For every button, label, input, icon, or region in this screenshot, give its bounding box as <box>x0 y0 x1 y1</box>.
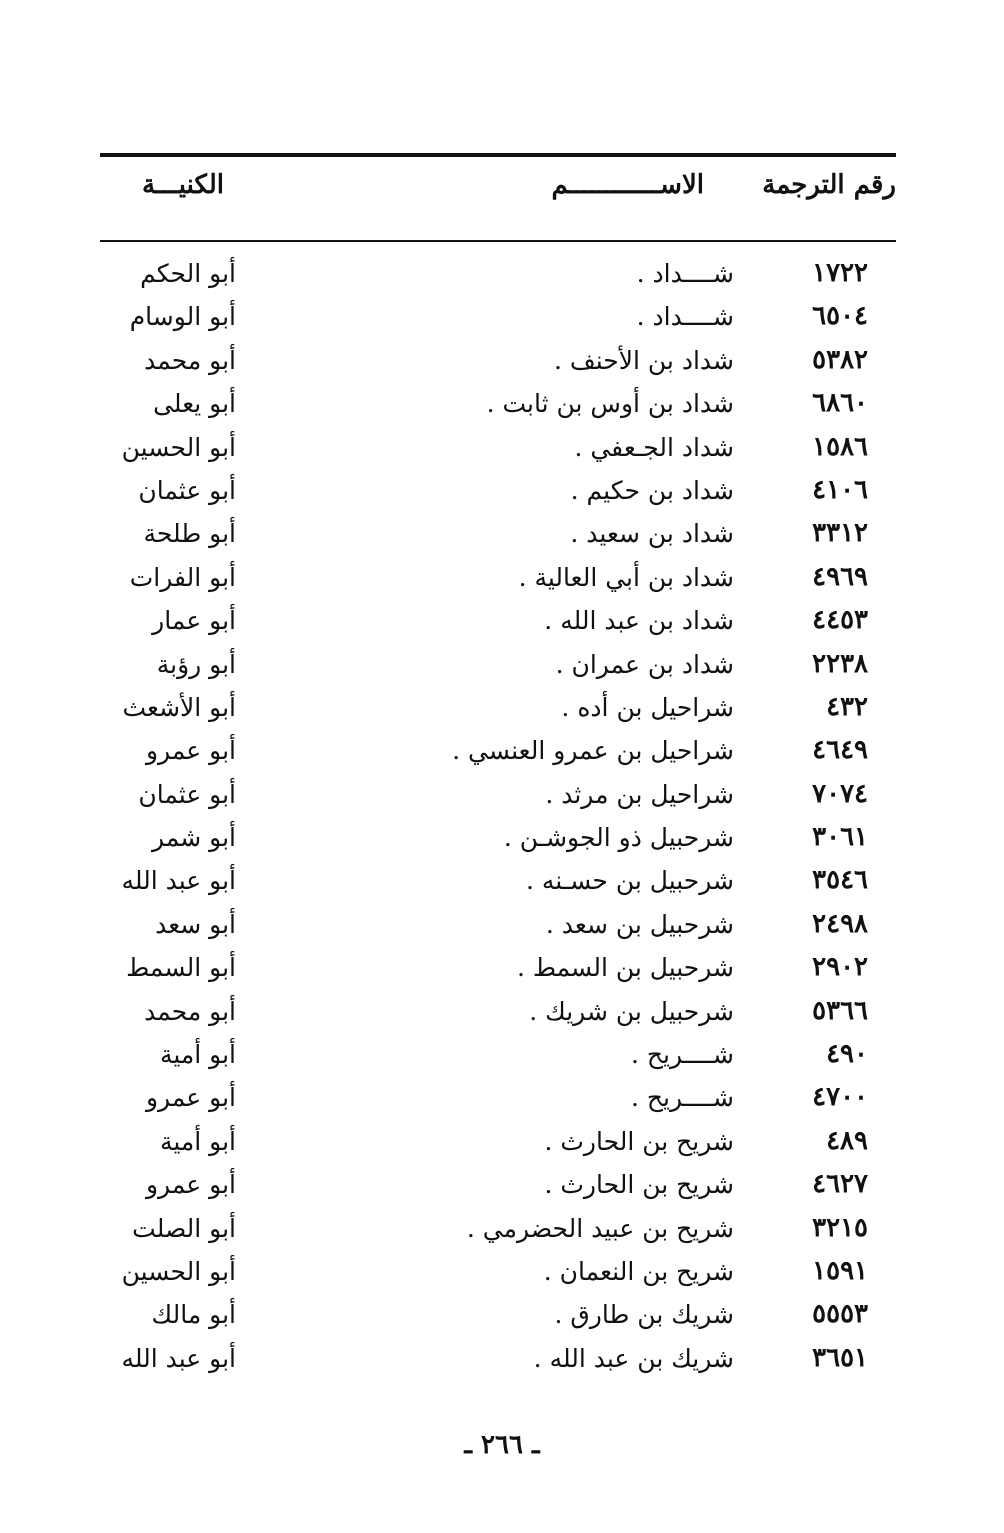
entry-name: شراحيل بن مرثد . <box>545 779 734 809</box>
entry-name: شداد بن أوس بن ثابت . <box>486 389 734 419</box>
entry-name: شداد بن سعيد . <box>570 519 734 549</box>
entry-name: شريح بن الحارث . <box>544 1170 734 1200</box>
entry-kunya: أبو الحسين <box>121 1256 236 1286</box>
table-row <box>0 686 1004 729</box>
entry-name: شريك بن عبد الله . <box>533 1343 734 1373</box>
entry-kunya: أبو عمرو <box>145 1170 236 1200</box>
entry-number: ١٥٨٦ <box>812 431 868 462</box>
entry-number: ٤٩٦٩ <box>812 561 868 592</box>
entry-kunya: أبو سعد <box>155 909 236 939</box>
entry-name: شرحبيل بن السمط . <box>516 953 734 983</box>
entry-name: شــــداد . <box>636 259 734 288</box>
entry-number: ٥٣٦٦ <box>812 995 868 1026</box>
table-row <box>0 946 1004 989</box>
entry-number: ٤٤٥٣ <box>812 605 868 636</box>
entry-name: شــــريح . <box>630 1083 734 1113</box>
entry-number: ٤٣٢ <box>826 691 868 722</box>
entry-number: ٤١٠٦ <box>812 474 868 505</box>
entry-number: ٤٦٢٧ <box>812 1169 868 1200</box>
entry-name: شريح بن عبيد الحضرمي . <box>466 1213 734 1243</box>
entry-number: ٤٨٩ <box>826 1125 868 1156</box>
entry-kunya: أبو عثمان <box>138 475 236 505</box>
header-kunya: الكنيـــة <box>142 170 224 200</box>
entry-kunya: أبو عبد الله <box>121 1343 236 1373</box>
table-row <box>0 816 1004 859</box>
entry-number: ٦٨٦٠ <box>812 388 868 419</box>
table-row <box>0 512 1004 555</box>
entries-table <box>0 252 1004 1380</box>
entry-name: شداد بن حكيم . <box>570 475 734 505</box>
entry-number: ٣٣١٢ <box>812 518 868 549</box>
table-row <box>0 382 1004 425</box>
entry-number: ٤٧٠٠ <box>812 1082 868 1113</box>
table-row <box>0 339 1004 382</box>
entry-name: شرحبيل بن شريك . <box>529 996 734 1026</box>
table-row <box>0 252 1004 295</box>
entry-kunya: أبو الحسين <box>121 432 236 462</box>
entry-number: ٣٦٥١ <box>812 1342 868 1373</box>
entry-kunya: أبو شمر <box>152 823 236 853</box>
entry-number: ٤٦٤٩ <box>812 735 868 766</box>
entry-number: ٤٩٠ <box>826 1039 868 1070</box>
entry-name: شداد بن عمران . <box>555 649 734 679</box>
table-row <box>0 1076 1004 1119</box>
table-row <box>0 469 1004 512</box>
entry-kunya: أبو مالك <box>151 1300 236 1330</box>
entry-kunya: أبو الفرات <box>129 562 236 592</box>
entry-name: شــــداد . <box>636 302 734 332</box>
entry-kunya: أبو الأشعث <box>122 692 236 722</box>
table-row <box>0 599 1004 642</box>
entry-kunya: أبو يعلى <box>153 389 236 419</box>
entry-number: ٧٠٧٤ <box>812 778 868 809</box>
table-row <box>0 1337 1004 1380</box>
entry-number: ٣٠٦١ <box>812 822 868 853</box>
entry-kunya: أبو الحكم <box>140 259 236 288</box>
table-row <box>0 1250 1004 1293</box>
entry-kunya: أبو محمد <box>144 996 236 1026</box>
table-row <box>0 1293 1004 1336</box>
entry-number: ٣٢١٥ <box>812 1212 868 1243</box>
entry-number: ٥٥٥٣ <box>812 1299 868 1330</box>
table-row <box>0 643 1004 686</box>
header-name: الاســــــــــــم <box>551 170 704 200</box>
entry-kunya: أبو عبد الله <box>121 866 236 896</box>
page-number: ـ ٢٦٦ ـ <box>464 1430 540 1460</box>
entry-number: ٢٩٠٢ <box>812 952 868 983</box>
entry-number: ١٧٢٢ <box>812 258 868 288</box>
entry-name: شرحبيل بن حسـنه . <box>525 866 734 896</box>
entry-kunya: أبو عثمان <box>138 779 236 809</box>
header-rule <box>100 240 896 242</box>
table-row <box>0 426 1004 469</box>
entry-name: شداد بن الأحنف . <box>553 345 734 375</box>
entry-name: شرحبيل بن سعد . <box>545 909 734 939</box>
entry-number: ٥٣٨٢ <box>812 344 868 375</box>
top-rule <box>100 153 896 157</box>
entry-name: شريك بن طارق . <box>554 1300 734 1330</box>
entry-name: شــــريح . <box>630 1040 734 1070</box>
entry-number: ٦٥٠٤ <box>812 301 868 332</box>
table-row <box>0 1033 1004 1076</box>
entry-name: شريح بن النعمان . <box>543 1256 734 1286</box>
entry-kunya: أبو محمد <box>144 345 236 375</box>
table-row <box>0 859 1004 902</box>
table-row <box>0 556 1004 599</box>
entry-number: ٣٥٤٦ <box>812 865 868 896</box>
entry-kunya: أبو أمية <box>159 1040 236 1070</box>
table-row <box>0 1120 1004 1163</box>
entry-number: ١٥٩١ <box>812 1255 868 1286</box>
table-row <box>0 773 1004 816</box>
entry-kunya: أبو أمية <box>159 1126 236 1156</box>
entry-name: شداد بن عبد الله . <box>544 606 734 636</box>
table-row <box>0 295 1004 338</box>
entry-name: شريح بن الحارث . <box>544 1126 734 1156</box>
entry-kunya: أبو الصلت <box>132 1213 236 1243</box>
entry-name: شراحيل بن أده . <box>561 692 734 722</box>
table-row <box>0 729 1004 772</box>
entry-kunya: أبو عمار <box>152 606 236 636</box>
entry-kunya: أبو السمط <box>126 953 236 983</box>
entry-kunya: أبو عمرو <box>145 1083 236 1113</box>
entry-kunya: أبو رؤبة <box>156 649 236 679</box>
entry-name: شراحيل بن عمرو العنسي . <box>452 736 734 766</box>
entry-number: ٢٢٣٨ <box>812 648 868 679</box>
table-row <box>0 903 1004 946</box>
entry-number: ٢٤٩٨ <box>812 908 868 939</box>
table-row <box>0 1207 1004 1250</box>
header-number: رقم الترجمة <box>762 170 896 200</box>
table-row <box>0 1163 1004 1206</box>
entry-kunya: أبو طلحة <box>143 519 236 549</box>
entry-name: شداد بن أبي العالية . <box>518 562 734 592</box>
entry-name: شداد الجـعفي . <box>574 432 734 462</box>
entry-kunya: أبو عمرو <box>145 736 236 766</box>
entry-name: شرحبيل ذو الجوشـن . <box>503 823 734 853</box>
entry-kunya: أبو الوسام <box>129 302 236 332</box>
table-row <box>0 990 1004 1033</box>
